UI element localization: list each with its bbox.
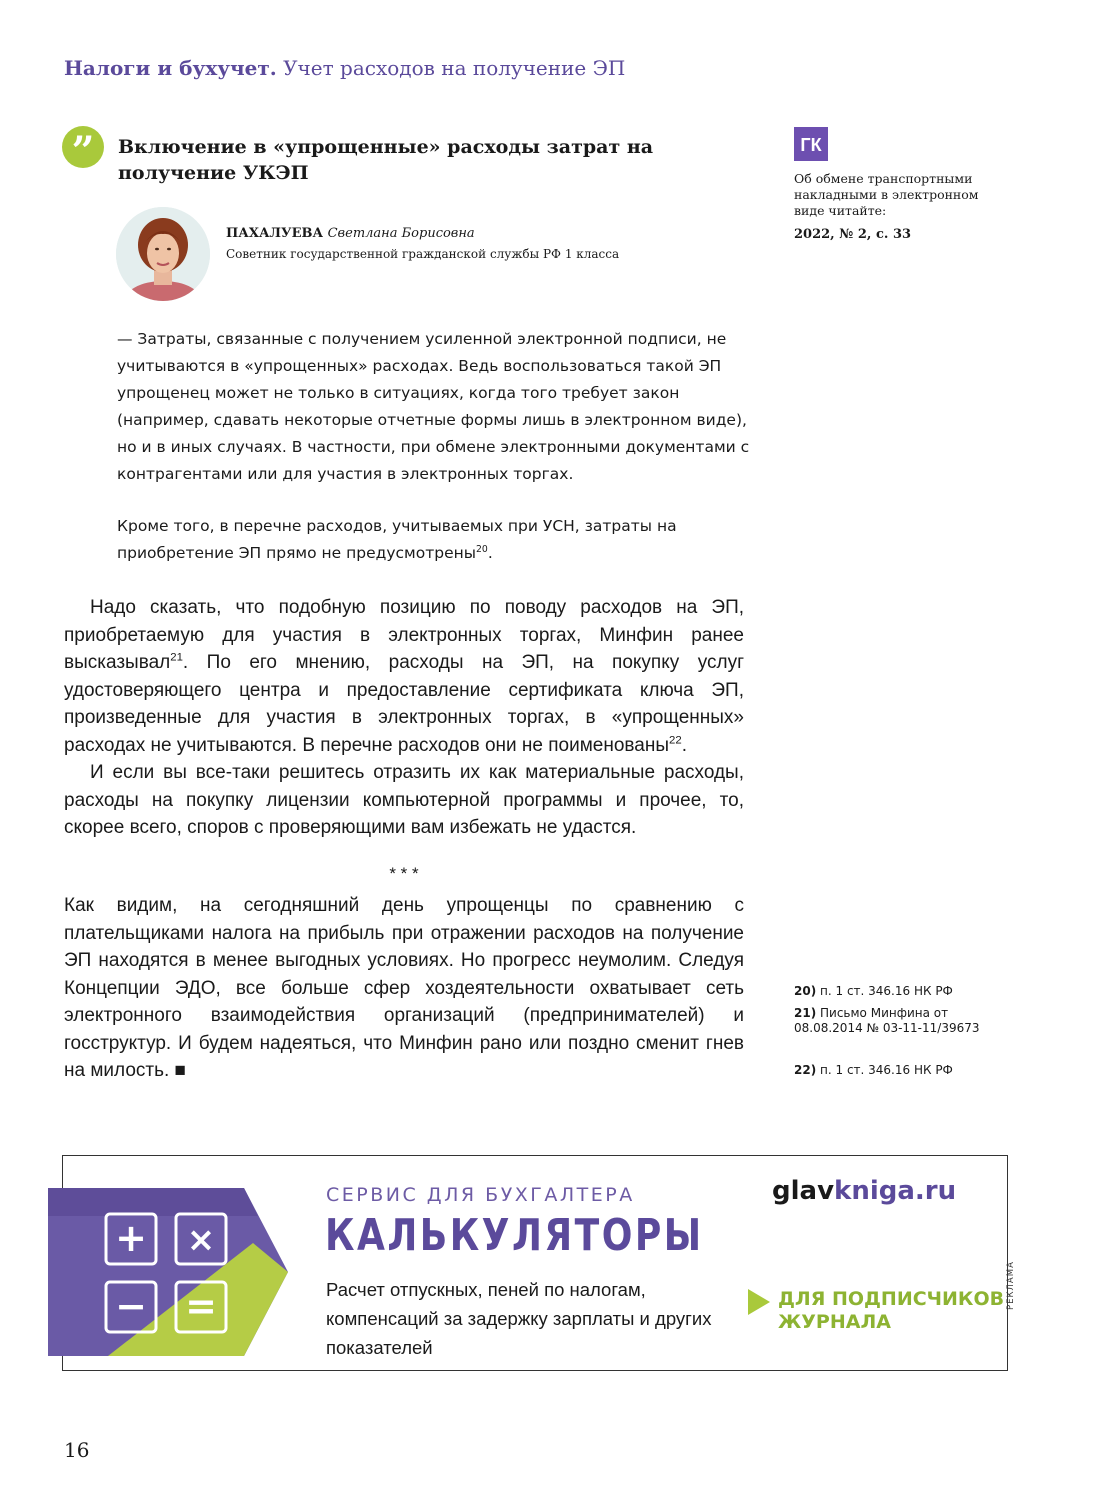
gk-logo — [794, 127, 828, 161]
site-part-kniga: kniga.ru — [834, 1176, 957, 1206]
quote-paragraph-2-text: Кроме того, в перечне расходов, учитываемых при УСН, затраты на приобретение ЭП прямо не предусмотрены — [117, 517, 677, 562]
body-paragraph-1-part-c: . — [681, 734, 687, 756]
author-name — [226, 226, 475, 241]
quote-paragraph-2 — [117, 513, 757, 567]
calculator-graphic — [48, 1188, 288, 1356]
ad-service-label: СЕРВИС ДЛЯ БУХГАЛТЕРА — [326, 1184, 635, 1206]
gk-logo-text: ГК — [800, 135, 822, 155]
quote-paragraph-2-end: . — [487, 544, 493, 562]
interview-title: Включение в «упрощенные» расходы затрат на получение УКЭП — [118, 136, 654, 184]
footnote-number: 22) — [794, 1063, 817, 1077]
body-paragraph-1-part-b: . По его мнению, расходы на ЭП, на покупку услуг удостоверяющего центра и предоставление сертификата ключа ЭП, произведенные для участия в электронных торгах, в «упрощенных» расходах не учитываются. В перечне расходов они не поименованы — [64, 652, 744, 756]
footnote-21 — [794, 1006, 994, 1035]
ad-disclaimer: РЕКЛАМА — [1006, 1261, 1016, 1310]
body-paragraph-1 — [64, 594, 744, 759]
footnote-ref-20: 20 — [475, 543, 488, 555]
author-position: Советник государственной гражданской службы РФ 1 класса — [226, 247, 620, 261]
footnote-22 — [794, 1063, 994, 1078]
author-given-name: Светлана Борисовна — [327, 226, 475, 241]
section-separator: * * * — [389, 864, 419, 883]
body-paragraph-1-part-a: Надо сказать, что подобную позицию по поводу расходов на ЭП, приобретаемую для участия в электронных торгах, Минфин ранее высказывал — [64, 597, 744, 673]
section-title: Налоги и бухучет. — [64, 56, 277, 80]
body-paragraph-2: И если вы все-таки решитесь отразить их как материальные расходы, расходы на покупку лицензии компьютерной программы и прочее, то, скорее всего, споров с проверяющими вам избежать не удастся. — [64, 762, 744, 838]
quote-icon: ” — [62, 126, 104, 168]
author-photo — [116, 207, 210, 301]
site-part-glav: glav — [772, 1176, 835, 1206]
footnote-20 — [794, 984, 994, 999]
plus-icon: + — [115, 1216, 147, 1260]
sidebar-note: Об обмене транспортными накладными в электронном виде читайте: — [794, 171, 979, 218]
footnote-text: Письмо Минфина от 08.08.2014 № 03-11-11/39673 — [794, 1006, 980, 1035]
play-arrow-icon — [748, 1289, 770, 1315]
ad-title: КАЛЬКУЛЯТОРЫ — [325, 1210, 704, 1261]
footnote-text: п. 1 ст. 346.16 НК РФ — [820, 984, 953, 998]
footnote-ref-21: 21 — [170, 651, 183, 664]
section-topic: Учет расходов на получение ЭП — [283, 56, 626, 80]
sidebar-reference: 2022, № 2, с. 33 — [794, 227, 912, 242]
multiply-icon: × — [186, 1220, 216, 1260]
running-head — [64, 56, 625, 80]
ad-subscribers-label: ДЛЯ ПОДПИСЧИКОВ ЖУРНАЛА — [778, 1288, 1005, 1333]
footnote-ref-22: 22 — [669, 734, 682, 747]
minus-icon: − — [115, 1284, 147, 1328]
page-number: 16 — [64, 1438, 90, 1462]
footnote-number: 20) — [794, 984, 817, 998]
quote-paragraph-1: — Затраты, связанные с получением усиленной электронной подписи, не учитываются в «упрощенных» расходах. Ведь воспользоваться такой ЭП упрощенец может не только в ситуациях, когда того требует закон (например, сдавать некоторые отчетные формы лишь в электронном виде), но и в иных случаях. В частности, при обмене электронными документами с контрагентами или для участия в электронных торгах. — [117, 330, 750, 483]
body-paragraph-3: Как видим, на сегодняшний день упрощенцы по сравнению с плательщиками налога на прибыль при отражении расходов на получение ЭП находятся в менее выгодных условиях. Но прогресс неумолим. Следуя Концепции ЭДО, все больше сфер хоздеятельности охватывает сеть электронного взаимодействия организаций (предпринимателей) и госструктур. И будем надеяться, что Минфин рано или поздно сменит гнев на милость. ■ — [64, 895, 744, 1081]
author-surname: ПАХАЛУЕВА — [226, 226, 324, 241]
equals-icon: = — [185, 1284, 217, 1328]
footnote-number: 21) — [794, 1006, 817, 1020]
ad-description: Расчет отпускных, пеней по налогам, компенсаций за задержку зарплаты и других показателей — [326, 1279, 712, 1358]
ad-site-link[interactable] — [772, 1176, 956, 1206]
footnote-text: п. 1 ст. 346.16 НК РФ — [820, 1063, 953, 1077]
